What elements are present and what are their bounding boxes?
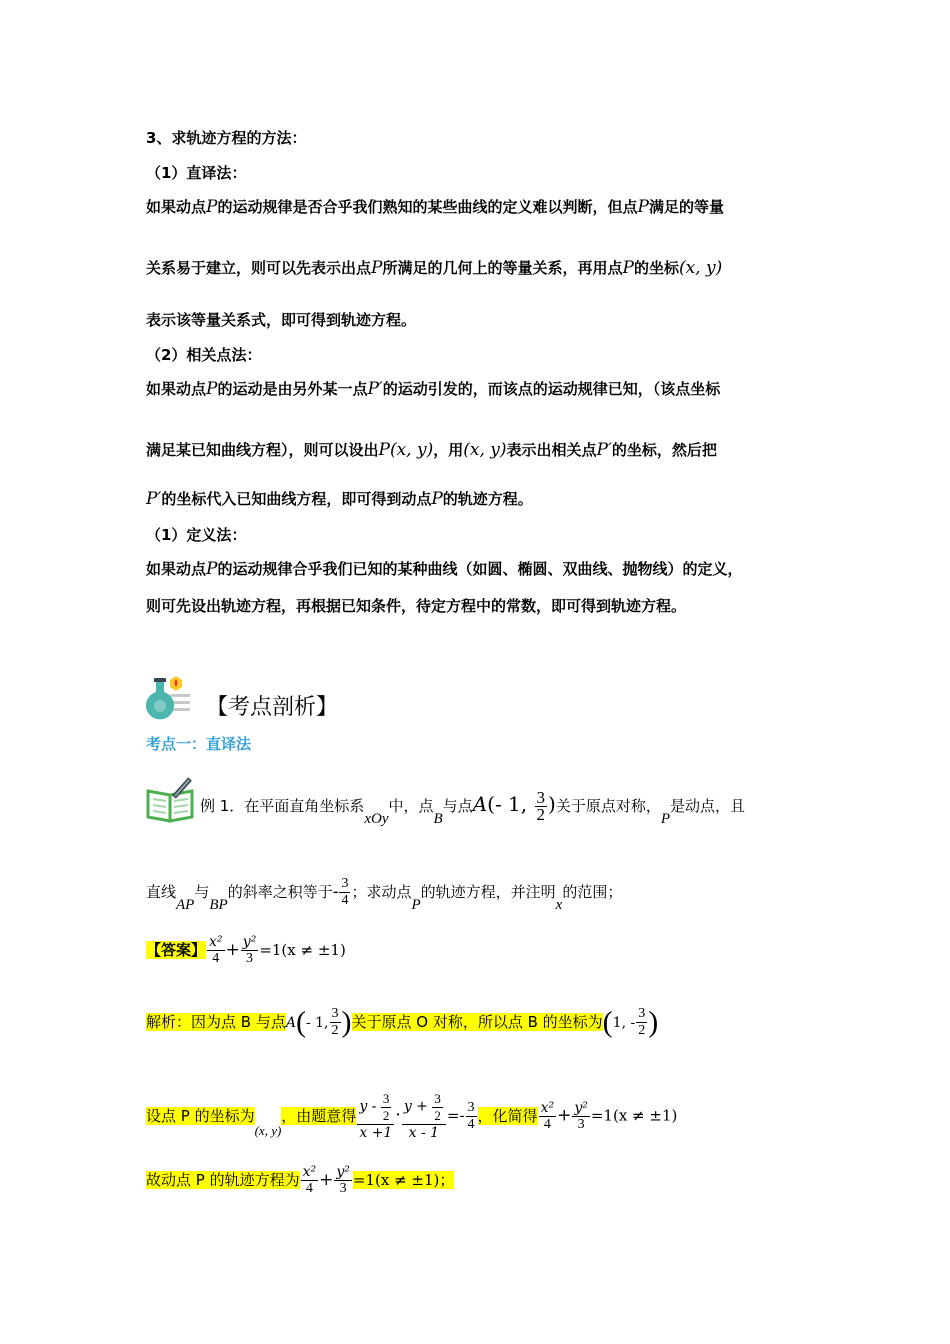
example-line1: 例 1．在平面直角坐标系xOy中，点B与点A(- 1, $\frac{3}{2}$ )关于原点对称，P是动点，且 (200, 788, 746, 827)
method2-line1: 如果动点P的运动是由另外某一点P′的运动引发的，而该点的运动规律已知，（该点坐标 (146, 379, 721, 399)
solution-line1: 解析：因为点 B 与点A(- 1, $\frac{3}{2}$ )关于原点 O 对称，所以点 B 的坐标为(1, - $\frac{3}{2}$ ) (146, 1005, 659, 1039)
method1-line2: 关系易于建立，则可以先表示出点P所满足的几何上的等量关系，再用点P的坐标(x, y) (146, 258, 723, 278)
book-icon (144, 775, 198, 825)
answer-label: 【答案】 (146, 941, 207, 959)
method3-line2: 则可先设出轨迹方程，再根据已知条件，待定方程中的常数，即可得到轨迹方程。 (146, 597, 687, 615)
method1-line1: 如果动点P的运动规律是否合乎我们熟知的某些曲线的定义难以判断，但点P满足的等量 (146, 197, 724, 217)
section-title: 【考点剖析】 (206, 695, 339, 720)
solution-line2: 设点 P 的坐标为(x, y)，由题意得 y - $\frac{3}{2}$ x +1 · y + $\frac{3}{2}$ x - 1 =- $\frac{3}{4}$ ，化简得 $\frac{\text{x²}}{4}$ + $\frac{\text{y²}}{3}$ =1(x ≠ ±1) (146, 1091, 678, 1141)
method2-line3: P′的坐标代入已知曲线方程，即可得到动点P的轨迹方程。 (146, 489, 533, 509)
method3-title: （1）定义法： (146, 526, 247, 544)
method1-line3: 表示该等量关系式，即可得到轨迹方程。 (146, 311, 417, 329)
flask-icon (140, 672, 196, 724)
section-subtitle: 考点一：直译法 (146, 735, 252, 753)
answer-line: 【答案】 $\frac{\text{x²}}{4}$ + $\frac{\text{y²}}{3}$ =1(x ≠ ±1) (146, 934, 346, 966)
method3-line1: 如果动点P的运动规律合乎我们已知的某种曲线（如圆、椭圆、双曲线、抛物线）的定义， (146, 559, 743, 579)
method2-title: （2）相关点法： (146, 346, 262, 364)
method-heading: 3、求轨迹方程的方法： (146, 129, 307, 147)
example-line2: 直线AP与BP的斜率之积等于- $\frac{3}{4}$ ；求动点P的轨迹方程，并注明x的范围； (146, 876, 623, 913)
solution-line3: 故动点 P 的轨迹方程为 $\frac{\text{x²}}{4}$ + $\frac{\text{y²}}{3}$ =1(x ≠ ±1)； (146, 1164, 455, 1196)
method2-line2: 满足某已知曲线方程），则可以设出P(x, y)，用(x, y)表示出相关点P′的坐标，然后把 (146, 440, 717, 460)
method1-title: （1）直译法： (146, 164, 247, 182)
